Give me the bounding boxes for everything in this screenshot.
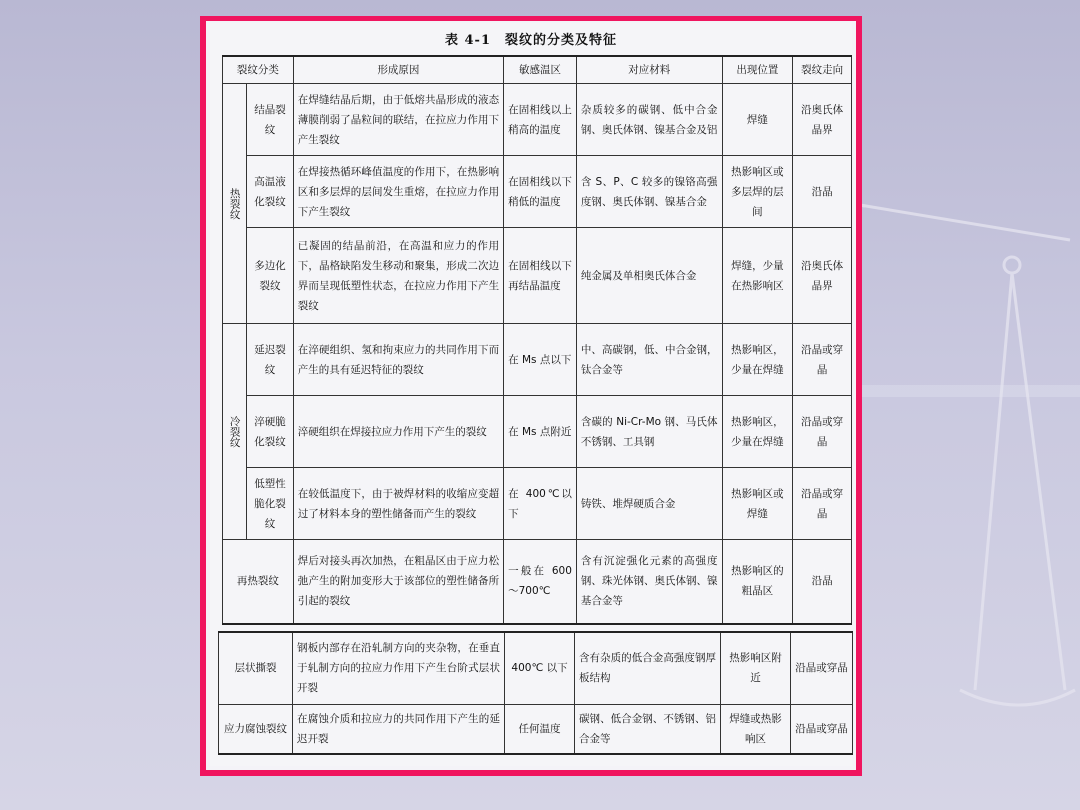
crack-direction: 沿晶或穿晶 <box>791 704 853 754</box>
table-row <box>223 84 852 156</box>
header-cell: 裂纹分类 <box>223 56 294 84</box>
crack-material: 含 S、P、C 较多的镍铬高强度钢、奥氏体钢、镍基合金 <box>576 156 722 228</box>
crack-position: 焊缝 <box>722 84 793 156</box>
header-cell: 敏感温区 <box>504 56 577 84</box>
crack-name: 多边化裂纹 <box>247 228 294 324</box>
table-row <box>223 228 852 324</box>
crack-position: 热影响区，少量在焊缝 <box>722 324 793 396</box>
crack-direction: 沿奥氏体晶界 <box>793 84 852 156</box>
header-cell: 形成原因 <box>293 56 503 84</box>
crack-position: 热影响区，少量在焊缝 <box>722 396 793 468</box>
crack-direction: 沿晶或穿晶 <box>793 396 852 468</box>
crack-position: 焊缝或热影响区 <box>721 704 791 754</box>
header-cell: 裂纹走向 <box>793 56 852 84</box>
crack-material: 含有杂质的低合金高强度钢厚板结构 <box>575 632 721 704</box>
crack-material: 纯金属及单相奥氏体合金 <box>576 228 722 324</box>
crack-material: 碳钢、低合金钢、不锈钢、铝合金等 <box>575 704 721 754</box>
header-cell: 对应材料 <box>576 56 722 84</box>
crack-cause: 在淬硬组织、氢和拘束应力的共同作用下而产生的具有延迟特征的裂纹 <box>293 324 503 396</box>
table-row <box>223 468 852 540</box>
crack-position: 热影响区的粗晶区 <box>722 540 793 624</box>
scanned-page <box>210 23 852 766</box>
crack-direction: 沿晶 <box>793 540 852 624</box>
table-title-text: 裂纹的分类及特征 <box>505 33 618 48</box>
crack-name: 应力腐蚀裂纹 <box>219 704 293 754</box>
group-label-hot: 热裂纹 <box>223 84 247 324</box>
table-row <box>223 540 852 624</box>
crack-material: 铸铁、堆焊硬质合金 <box>576 468 722 540</box>
crack-position: 热影响区或多层焊的层间 <box>722 156 793 228</box>
group-label-cold: 冷裂纹 <box>223 324 247 540</box>
table-title <box>210 29 852 48</box>
crack-position: 热影响区或焊缝 <box>722 468 793 540</box>
crack-temp: 在固相线以下稍低的温度 <box>504 156 577 228</box>
table-row <box>223 396 852 468</box>
slide-frame <box>200 16 862 776</box>
crack-direction: 沿奥氏体晶界 <box>793 228 852 324</box>
crack-name: 高温液化裂纹 <box>247 156 294 228</box>
crack-material: 杂质较多的碳钢、低中合金钢、奥氏体钢、镍基合金及铝 <box>576 84 722 156</box>
crack-material: 含碳的 Ni-Cr-Mo 钢、马氏体不锈钢、工具钢 <box>576 396 722 468</box>
crack-material: 含有沉淀强化元素的高强度钢、珠光体钢、奥氏体钢、镍基合金等 <box>576 540 722 624</box>
crack-name: 低塑性脆化裂纹 <box>247 468 294 540</box>
crack-name: 结晶裂纹 <box>247 84 294 156</box>
crack-position: 焊缝，少量在热影响区 <box>722 228 793 324</box>
crack-cause: 在焊接热循环峰值温度的作用下，在热影响区和多层焊的层间发生重熔，在拉应力作用下产生裂纹 <box>293 156 503 228</box>
crack-direction: 沿晶或穿晶 <box>793 468 852 540</box>
crack-temp: 在固相线以下再结晶温度 <box>504 228 577 324</box>
table-row <box>219 632 853 704</box>
crack-cause: 淬硬组织在焊接拉应力作用下产生的裂纹 <box>293 396 503 468</box>
crack-temp: 在固相线以上稍高的温度 <box>504 84 577 156</box>
crack-name: 延迟裂纹 <box>247 324 294 396</box>
crack-temp: 一般在 600～700℃ <box>504 540 577 624</box>
crack-direction: 沿晶或穿晶 <box>793 324 852 396</box>
crack-cause: 钢板内部存在沿轧制方向的夹杂物，在垂直于轧制方向的拉应力作用下产生台阶式层状开裂 <box>293 632 505 704</box>
table-row <box>219 704 853 754</box>
crack-cause: 在焊缝结晶后期，由于低熔共晶形成的液态薄膜削弱了晶粒间的联结，在拉应力作用下产生裂纹 <box>293 84 503 156</box>
header-cell: 出现位置 <box>722 56 793 84</box>
crack-classification-table-continued <box>218 631 853 755</box>
crack-temp: 在 400℃以下 <box>504 468 577 540</box>
crack-cause: 已凝固的结晶前沿，在高温和应力的作用下，晶格缺陷发生移动和聚集，形成二次边界而呈现低塑性状态，在拉应力作用下产生裂纹 <box>293 228 503 324</box>
table-row <box>223 324 852 396</box>
crack-temp: 在 Ms 点附近 <box>504 396 577 468</box>
table-row <box>223 156 852 228</box>
crack-name: 淬硬脆化裂纹 <box>247 396 294 468</box>
crack-classification-table <box>222 55 852 625</box>
crack-temp: 在 Ms 点以下 <box>504 324 577 396</box>
crack-cause: 焊后对接头再次加热，在粗晶区由于应力松弛产生的附加变形大于该部位的塑性储备所引起的裂纹 <box>293 540 503 624</box>
crack-direction: 沿晶或穿晶 <box>791 632 853 704</box>
crack-name: 层状撕裂 <box>219 632 293 704</box>
crack-cause: 在较低温度下，由于被焊材料的收缩应变超过了材料本身的塑性储备而产生的裂纹 <box>293 468 503 540</box>
crack-temp: 400℃ 以下 <box>505 632 575 704</box>
crack-cause: 在腐蚀介质和拉应力的共同作用下产生的延迟开裂 <box>293 704 505 754</box>
crack-name: 再热裂纹 <box>223 540 294 624</box>
table-number: 表 4-1 <box>444 33 491 48</box>
crack-direction: 沿晶 <box>793 156 852 228</box>
crack-temp: 任何温度 <box>505 704 575 754</box>
table-header-row <box>223 56 852 84</box>
crack-position: 热影响区附近 <box>721 632 791 704</box>
crack-material: 中、高碳钢，低、中合金钢，钛合金等 <box>576 324 722 396</box>
